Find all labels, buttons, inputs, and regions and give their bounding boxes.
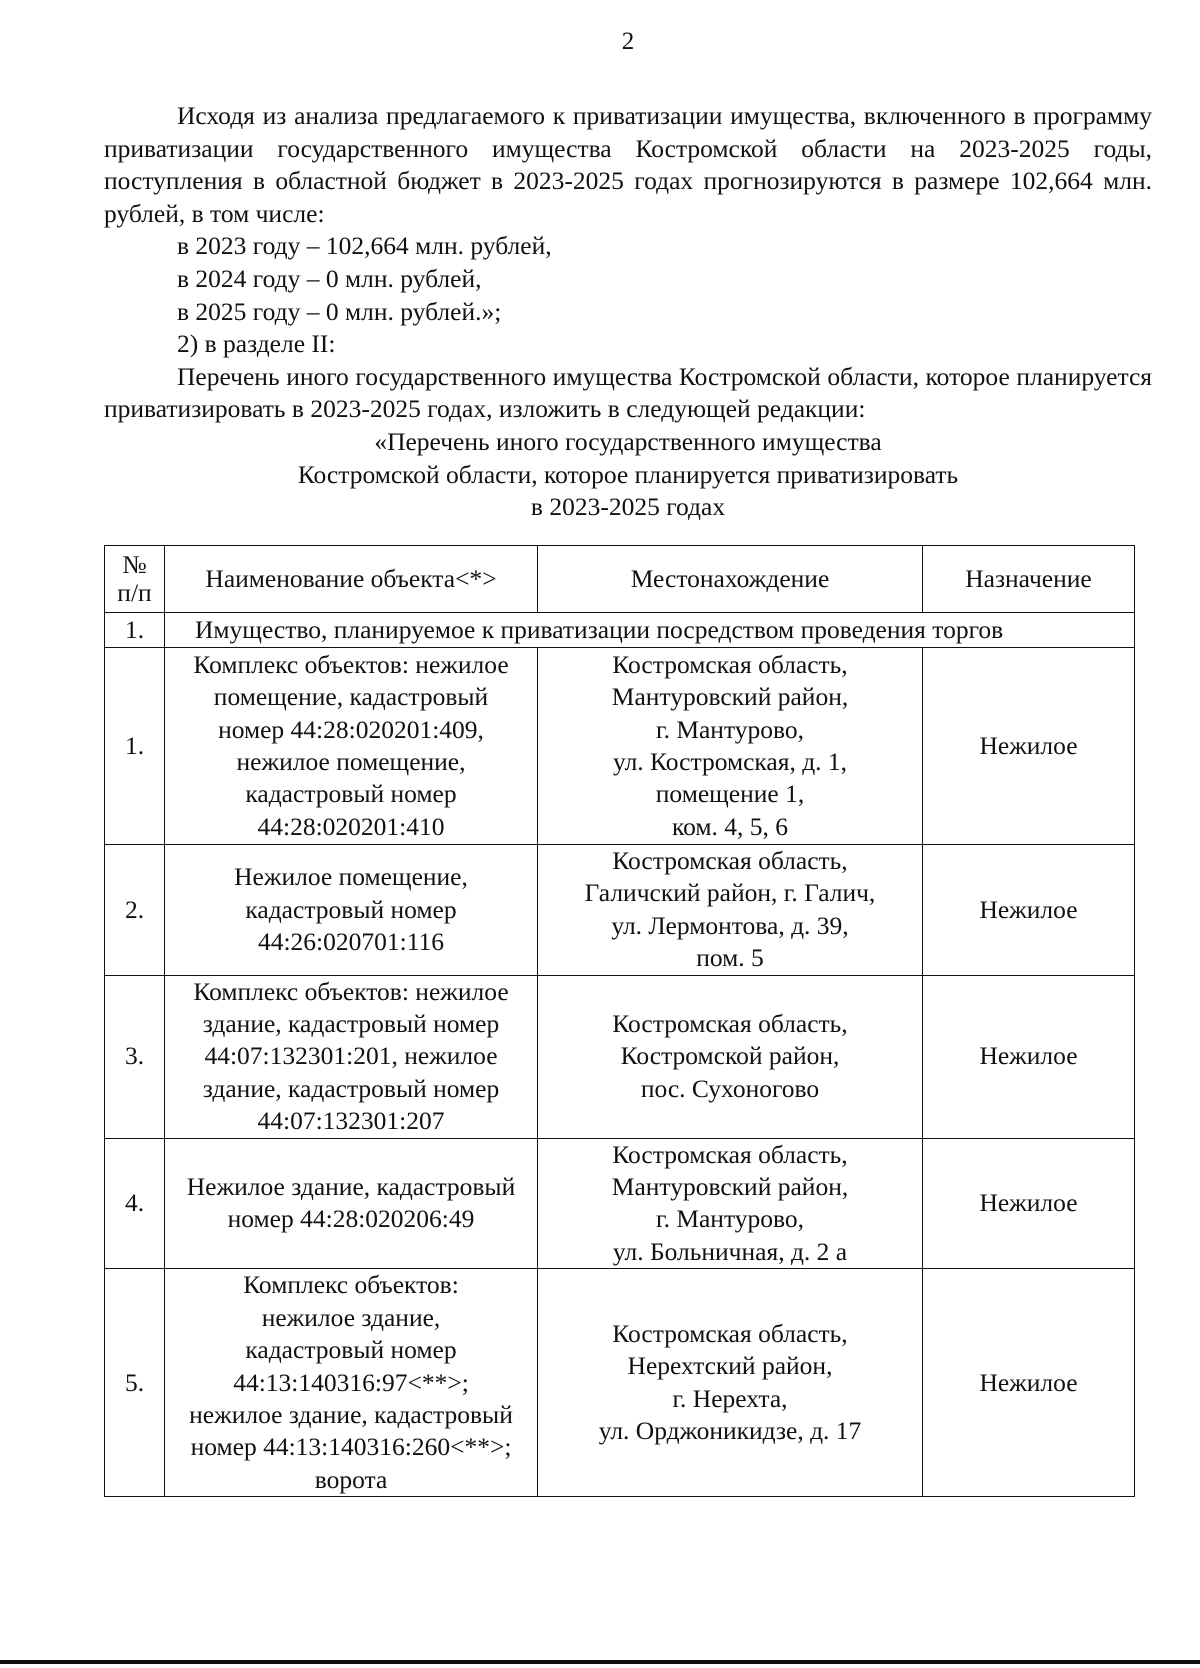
row-number: 1. xyxy=(105,648,165,845)
list-title-line-3: в 2023-2025 годах xyxy=(530,492,726,522)
document-body xyxy=(104,100,1152,524)
property-table xyxy=(104,545,1135,1497)
object-name: Комплекс объектов: нежилое помещение, кадастровый номер 44:28:020201:409, нежилое помещение, кадастровый номер 44:28:020201:410 xyxy=(165,648,538,845)
table-row xyxy=(105,975,1135,1138)
object-location: Костромская область, Галичский район, г. Галич, ул. Лермонтова, д. 39, пом. 5 xyxy=(538,845,923,976)
object-location: Костромская область, Мантуровский район, г. Мантурово, ул. Больничная, д. 2 а xyxy=(538,1138,923,1269)
object-location: Костромская область, Мантуровский район, г. Мантурово, ул. Костромская, д. 1, помещение 1, ком. 4, 5, 6 xyxy=(538,648,923,845)
list-title-line-1: «Перечень иного государственного имущества xyxy=(374,426,882,456)
list-title xyxy=(104,426,1152,524)
forecast-2024: в 2024 году – 0 млн. рублей, xyxy=(177,263,482,293)
intro-paragraph: Исходя из анализа предлагаемого к приватизации имущества, включенного в программу приватизации государственного имущества Костромской области на 2023-2025 годы, поступления в областной бюджет в 2023-2025 годах прогнозируются в размере 102,664 млн. рублей, в том числе: xyxy=(104,101,1152,228)
object-purpose: Нежилое xyxy=(923,975,1135,1138)
section-reference: 2) в разделе II: xyxy=(177,329,336,359)
header-number: № п/п xyxy=(105,546,165,613)
object-purpose: Нежилое xyxy=(923,648,1135,845)
object-name: Комплекс объектов: нежилое здание, кадастровый номер 44:07:132301:201, нежилое здание, кадастровый номер 44:07:132301:207 xyxy=(165,975,538,1138)
section-number: 1. xyxy=(105,613,165,648)
object-name: Нежилое здание, кадастровый номер 44:28:020206:49 xyxy=(165,1138,538,1269)
header-location: Местонахождение xyxy=(538,546,923,613)
forecast-2025: в 2025 году – 0 млн. рублей.»; xyxy=(177,296,502,326)
object-purpose: Нежилое xyxy=(923,1138,1135,1269)
header-object-name: Наименование объекта<*> xyxy=(165,546,538,613)
list-intro-paragraph: Перечень иного государственного имущества Костромской области, которое планируется приватизировать в 2023-2025 годах, изложить в следующей редакции: xyxy=(104,361,1152,424)
object-purpose: Нежилое xyxy=(923,1269,1135,1497)
table-section-row xyxy=(105,613,1135,648)
table-header-row xyxy=(105,546,1135,613)
row-number: 2. xyxy=(105,845,165,976)
table-row xyxy=(105,845,1135,976)
object-location: Костромская область, Нерехтский район, г. Нерехта, ул. Орджоникидзе, д. 17 xyxy=(538,1269,923,1497)
object-name: Нежилое помещение, кадастровый номер 44:26:020701:116 xyxy=(165,845,538,976)
object-location: Костромская область, Костромской район, пос. Сухоногово xyxy=(538,975,923,1138)
table-row xyxy=(105,1269,1135,1497)
table-row xyxy=(105,1138,1135,1269)
object-name: Комплекс объектов: нежилое здание, кадастровый номер 44:13:140316:97<**>; нежилое здание, кадастровый номер 44:13:140316:260<**>; ворота xyxy=(165,1269,538,1497)
list-title-line-2: Костромской области, которое планируется приватизировать xyxy=(297,459,959,489)
section-title: Имущество, планируемое к приватизации посредством проведения торгов xyxy=(165,613,1135,648)
row-number: 4. xyxy=(105,1138,165,1269)
row-number: 3. xyxy=(105,975,165,1138)
page-number: 2 xyxy=(621,28,635,55)
table-row xyxy=(105,648,1135,845)
bottom-edge-rule xyxy=(0,1660,1200,1664)
object-purpose: Нежилое xyxy=(923,845,1135,976)
forecast-2023: в 2023 году – 102,664 млн. рублей, xyxy=(177,231,552,261)
row-number: 5. xyxy=(105,1269,165,1497)
header-purpose: Назначение xyxy=(923,546,1135,613)
